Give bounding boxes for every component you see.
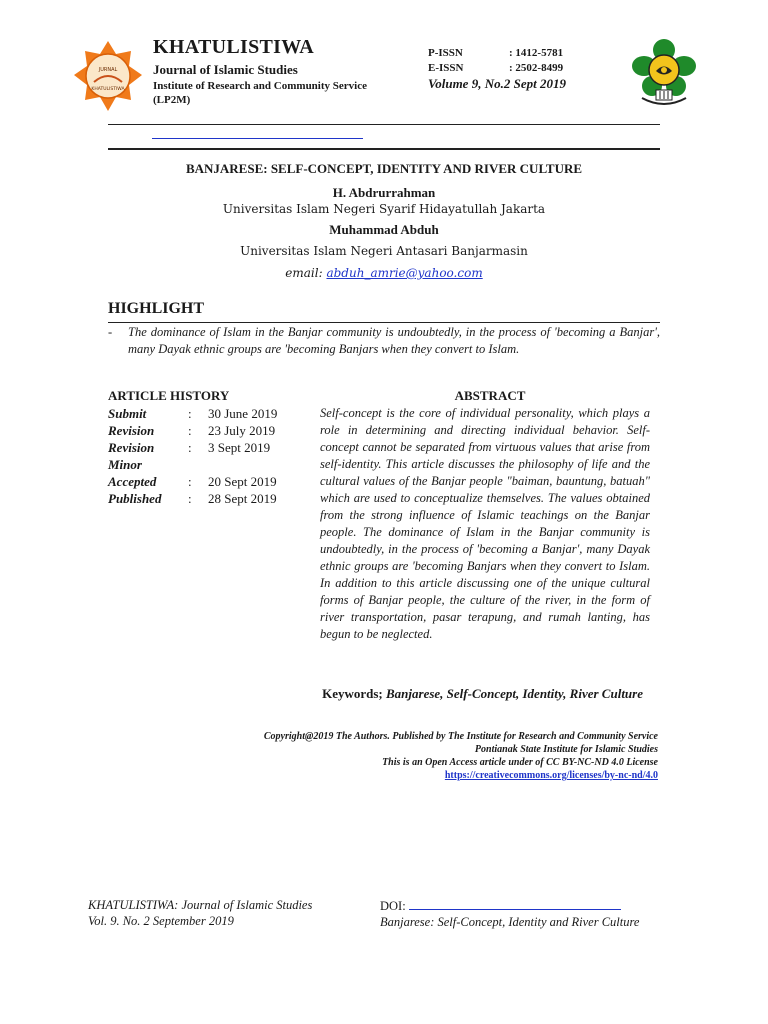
e-issn-row — [428, 62, 563, 77]
history-date: 20 Sept 2019 — [208, 474, 277, 489]
author-1: H. Abdrurrahman — [332, 185, 436, 200]
email-label: email: — [285, 266, 327, 280]
highlight-heading: HIGHLIGHT — [108, 300, 205, 317]
p-issn-label: P-ISSN — [428, 47, 463, 59]
p-issn-value: : 1412-5781 — [509, 47, 564, 59]
article-history-table — [108, 405, 298, 507]
copyright-line-1: Copyright@2019 The Authors. Published by The Institute for Research and Community Service — [263, 731, 658, 742]
history-label: Published — [108, 491, 162, 506]
journal-brand — [153, 36, 367, 106]
highlight-rule — [108, 322, 660, 323]
paper-title: BANJARESE: SELF-CONCEPT, IDENTITY AND RIVER CULTURE — [185, 161, 583, 176]
email-link[interactable]: abduh_amrie@yahoo.com — [326, 266, 483, 280]
history-date: 28 Sept 2019 — [208, 491, 277, 506]
history-date — [208, 456, 298, 473]
history-row — [108, 422, 298, 439]
email-line — [108, 265, 660, 282]
history-row — [108, 473, 298, 490]
footer-doi-block — [380, 897, 660, 930]
history-date: 30 June 2019 — [208, 406, 278, 421]
copyright-block — [108, 730, 658, 782]
footer-volume: Vol. 9. No. 2 September 2019 — [88, 914, 234, 928]
history-date: 3 Sept 2019 — [208, 440, 271, 455]
e-issn-value: : 2502-8499 — [509, 62, 564, 74]
highlight-text: The dominance of Islam in the Banjar community is undoubtedly, in the process of 'becoming a Banjar', many Dayak ethnic groups are 'becoming Banjars when they convert to Islam. — [128, 325, 660, 356]
history-label: Revision — [108, 423, 155, 438]
history-colon: : — [188, 440, 192, 455]
history-date: 23 July 2019 — [208, 423, 276, 438]
keywords-line — [108, 686, 643, 702]
footer-journal-name: KHATULISTIWA: Journal of Islamic Studies — [88, 898, 313, 912]
affiliation-2: Universitas Islam Negeri Antasari Banjarmasin — [240, 244, 528, 258]
article-history-heading: ARTICLE HISTORY — [108, 388, 230, 403]
history-label: Revision — [108, 440, 155, 455]
affiliation-1: Universitas Islam Negeri Syarif Hidayatullah Jakarta — [222, 202, 546, 216]
highlight-body — [108, 324, 660, 357]
e-issn-label: E-ISSN — [428, 62, 464, 74]
copyright-line-2: Pontianak State Institute for Islamic Studies — [474, 744, 658, 755]
highlight-bullet: - — [108, 325, 113, 339]
history-label: Accepted — [108, 474, 157, 489]
history-label: Submit — [108, 406, 147, 421]
history-colon — [188, 456, 208, 473]
journal-subtitle: Journal of Islamic Studies — [153, 62, 298, 77]
volume-info: Volume 9, No.2 Sept 2019 — [428, 76, 566, 91]
running-title: Banjarese: Self-Concept, Identity and River Culture — [380, 915, 640, 929]
institute-line: Institute of Research and Community Service — [153, 80, 367, 92]
keywords-label: Keywords; — [322, 686, 386, 701]
doi-label: DOI: — [380, 899, 409, 913]
history-label: Minor — [108, 457, 142, 472]
history-row — [108, 456, 298, 473]
title-block — [108, 161, 660, 282]
header-rule-top — [108, 124, 660, 125]
header-rule-bottom — [108, 148, 660, 150]
doi-link-blank[interactable] — [409, 897, 621, 910]
history-row — [108, 405, 298, 422]
institute-acronym: (LP2M) — [153, 94, 191, 106]
blank-link-underline[interactable] — [152, 138, 363, 139]
author-2: Muhammad Abduh — [329, 222, 439, 237]
khatulistiwa-star-logo-icon — [72, 40, 144, 112]
copyright-line-3: This is an Open Access article under of CC BY-NC-ND 4.0 License — [382, 757, 658, 768]
license-link[interactable]: https://creativecommons.org/licenses/by-nc-nd/4.0 — [444, 770, 658, 781]
history-colon: : — [188, 474, 192, 489]
history-colon: : — [188, 491, 192, 506]
issn-block — [428, 47, 563, 77]
abstract-heading: ABSTRACT — [454, 388, 526, 403]
abstract-text: Self-concept is the core of individual personality, which plays a role in determining and directing individual behavior. Self-concept cannot be separated from virtuous values that arise from self-identity. This article discusses the philosophy of life and the cultural values of the Banjar people "baiman, bauntung, batuah" which are used to conceptualize themselves. The values obtained from the strong influence of Islamic teachings on the Banjar people. The dominance of Islam in the Banjar community is undoubtedly, in the process of 'becoming a Banjar', many Dayak ethnic groups are 'becoming Banjars when they convert to Islam. In addition to this article discussing one of the unique cultural forms of Banjar people, the culture of the river, in the form of river transportation, pasar terapung, and rumah lanting, has begun to be neglected. — [320, 406, 650, 641]
p-issn-row — [428, 47, 563, 62]
logo-text-top: JURNAL — [98, 67, 118, 73]
journal-name: KHATULISTIWA — [153, 36, 315, 58]
footer-journal — [88, 897, 312, 929]
doi-line — [380, 897, 660, 914]
institute-emblem-icon — [628, 38, 700, 108]
history-colon: : — [188, 406, 192, 421]
history-row — [108, 439, 298, 456]
history-row — [108, 490, 298, 507]
logo-text-bottom: KHATULISTIWA — [91, 87, 125, 92]
history-colon: : — [188, 423, 192, 438]
keywords-values: Banjarese, Self-Concept, Identity, River Culture — [386, 686, 643, 701]
